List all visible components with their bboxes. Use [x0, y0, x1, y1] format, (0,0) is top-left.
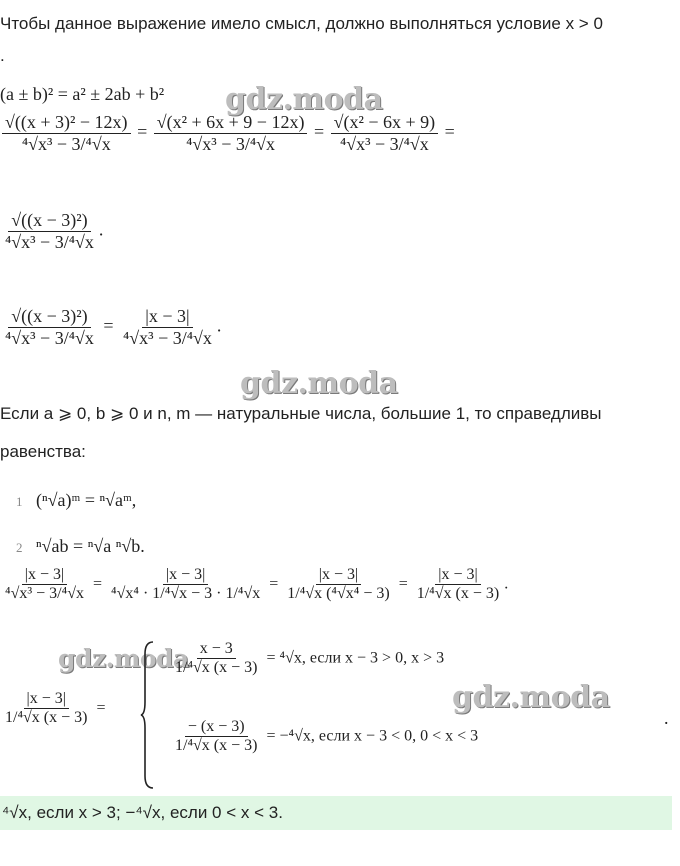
- fraction-2-denominator: ⁴√x³ − 3/⁴√x: [186, 133, 275, 154]
- equals-sign: =: [444, 121, 455, 142]
- period: .: [216, 315, 222, 336]
- equals-sign: =: [269, 575, 279, 593]
- period: .: [504, 575, 509, 593]
- answer-box: [0, 796, 672, 830]
- fraction-11: [2, 690, 90, 728]
- fraction-7-denominator: ⁴√x³ − 3/⁴√x: [5, 585, 84, 603]
- fraction-8-denominator: ⁴√x⁴ · 1/⁴√x − 3 · 1/⁴√x: [111, 585, 261, 603]
- watermark-2: gdz.moda: [240, 366, 398, 401]
- fraction-3-denominator: ⁴√x³ − 3/⁴√x: [339, 133, 429, 154]
- cases-period: .: [664, 708, 669, 728]
- fraction-2-numerator: √(x² + 6x + 9 − 12x): [154, 112, 308, 134]
- fraction-1-denominator: ⁴√x³ − 3/⁴√x: [21, 133, 111, 154]
- fraction-6: [120, 306, 215, 348]
- case-1-denominator: 1/⁴√x (x − 3): [175, 659, 258, 677]
- fraction-7-numerator: |x − 3|: [22, 566, 67, 585]
- fraction-5: [2, 306, 97, 348]
- fraction-7: [2, 566, 87, 604]
- rule-text-2: равенства:: [0, 442, 86, 461]
- fraction-10-denominator: 1/⁴√x (x − 3): [416, 585, 500, 603]
- square-formula: (a ± b)² = a² ± 2ab + b²: [0, 84, 165, 104]
- fraction-10: [414, 566, 502, 604]
- rule-number-1: 1: [16, 494, 23, 509]
- equals-sign: =: [103, 315, 114, 336]
- equation-chain-3: [0, 566, 508, 604]
- fraction-8-numerator: |x − 3|: [163, 566, 208, 585]
- answer-text: ⁴√x, если x > 3; −⁴√x, если 0 < x < 3.: [2, 803, 283, 822]
- fraction-4-denominator: ⁴√x³ − 3/⁴√x: [5, 231, 94, 252]
- case-2: [170, 718, 478, 756]
- case-2-condition: = −⁴√x, если x − 3 < 0, 0 < x < 3: [266, 727, 479, 745]
- rule-item-1: [16, 490, 136, 511]
- fraction-4: [2, 210, 97, 252]
- rule-text: Если a ⩾ 0, b ⩾ 0 и n, m — натуральные числа, большие 1, то справедливы: [0, 404, 602, 423]
- fraction-5-numerator: √((x − 3)²): [8, 306, 90, 328]
- fraction-4-numerator: √((x − 3)²): [8, 210, 90, 232]
- fraction-6-numerator: |x − 3|: [142, 306, 192, 328]
- case-1-condition: = ⁴√x, если x − 3 > 0, x > 3: [266, 649, 445, 667]
- fraction-5-denominator: ⁴√x³ − 3/⁴√x: [5, 327, 94, 348]
- fraction-8: [108, 566, 263, 604]
- equals-sign: =: [92, 575, 103, 593]
- fraction-6-denominator: ⁴√x³ − 3/⁴√x: [123, 327, 212, 348]
- case-1-numerator: x − 3: [197, 640, 236, 659]
- fraction-11-denominator: 1/⁴√x (x − 3): [5, 709, 88, 727]
- equals-sign: =: [96, 699, 106, 717]
- watermark-1: gdz.moda: [225, 82, 383, 117]
- rule-formula-2: ⁿ√ab = ⁿ√a ⁿ√b.: [36, 536, 145, 556]
- equation-chain-1b: [0, 210, 103, 252]
- cases-lhs: [0, 690, 106, 728]
- fraction-10-numerator: |x − 3|: [435, 566, 480, 585]
- equation-chain-1: [0, 112, 455, 154]
- cases-brace: [140, 640, 154, 790]
- equals-sign: =: [398, 575, 408, 593]
- rule-number-2: 2: [16, 540, 23, 555]
- fraction-9-numerator: |x − 3|: [316, 566, 361, 585]
- fraction-2: [154, 112, 308, 154]
- equals-sign: =: [137, 121, 148, 142]
- period: .: [98, 219, 104, 240]
- fraction-9-denominator: 1/⁴√x (⁴√x⁴ − 3): [287, 585, 390, 603]
- case-1-fraction: [172, 640, 260, 678]
- fraction-11-numerator: |x − 3|: [24, 690, 69, 709]
- case-1: [170, 640, 444, 678]
- intro-text: Чтобы данное выражение имело смысл, должно выполняться условие x > 0: [0, 14, 603, 33]
- equation-2: [0, 306, 221, 348]
- case-2-denominator: 1/⁴√x (x − 3): [175, 737, 258, 755]
- case-2-numerator: − (x − 3): [185, 718, 248, 737]
- fraction-9: [284, 566, 392, 604]
- fraction-3: [331, 112, 439, 154]
- intro-period: .: [0, 46, 5, 65]
- watermark-4: gdz.moda: [452, 680, 610, 715]
- fraction-1: [2, 112, 131, 154]
- fraction-1-numerator: √((x + 3)² − 12x): [2, 112, 131, 134]
- rule-formula-1: (ⁿ√a)ᵐ = ⁿ√aᵐ,: [36, 490, 137, 510]
- equals-sign: =: [313, 121, 325, 142]
- rule-item-2: [16, 536, 145, 557]
- case-2-fraction: [172, 718, 260, 756]
- fraction-3-numerator: √(x² − 6x + 9): [331, 112, 439, 134]
- watermark-3: gdz.moda: [58, 644, 189, 673]
